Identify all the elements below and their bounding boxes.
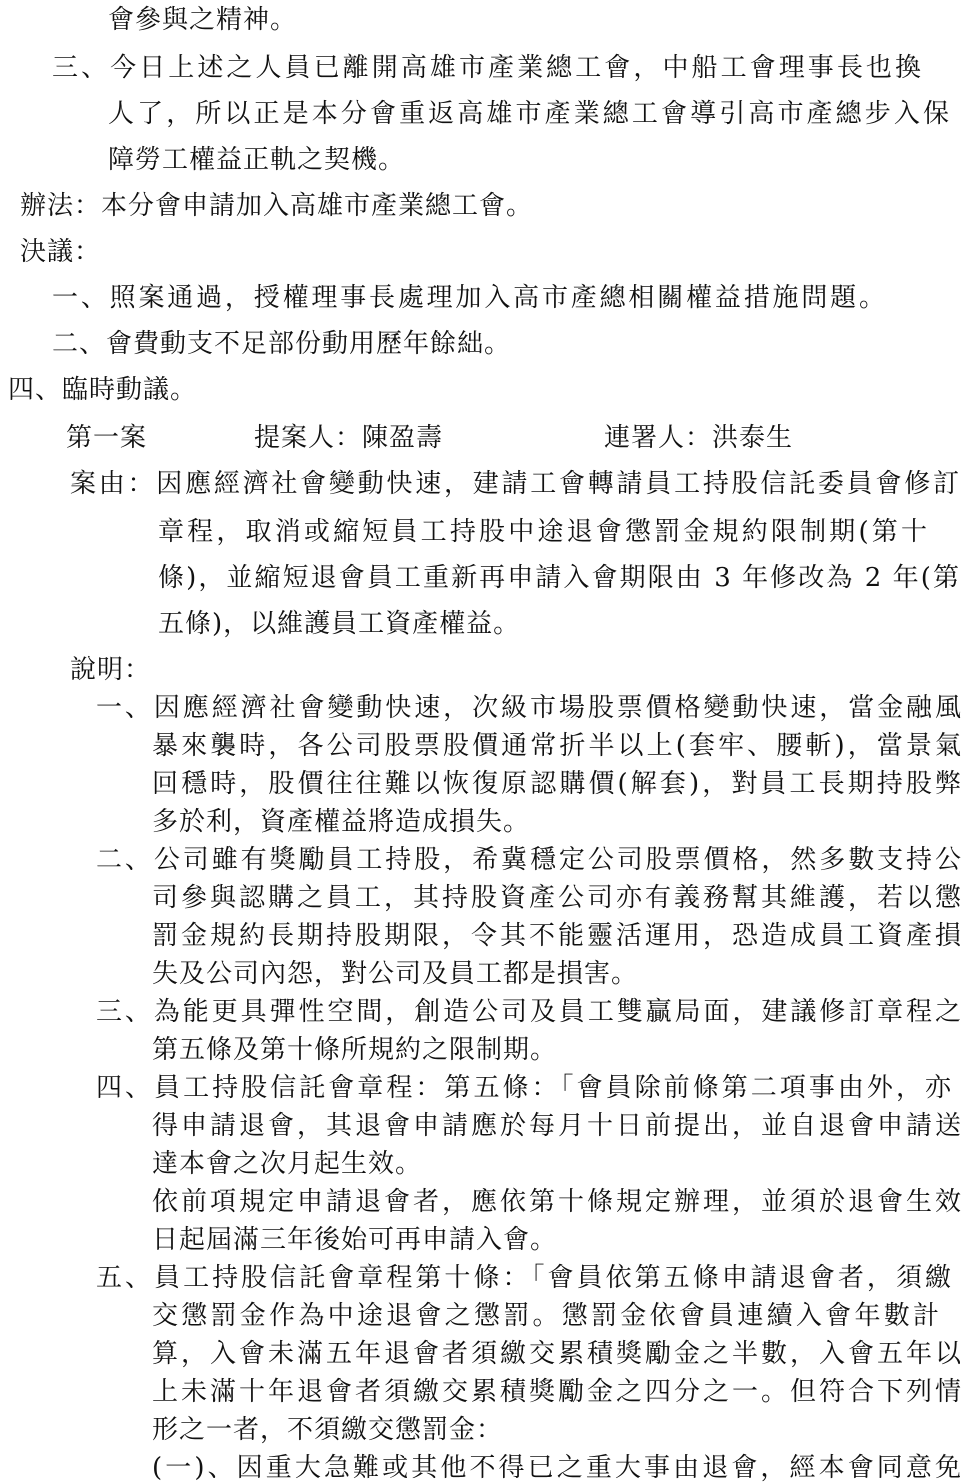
text-line: 人了，所以正是本分會重返高雄市產業總工會導引高市產總步入保	[108, 99, 950, 129]
proposer: 提案人：陳盈壽	[254, 423, 444, 453]
explain-line: 罰金規約長期持股期限，令其不能靈活運用，恐造成員工資產損	[152, 921, 962, 951]
reason-line: 章程，取消或縮短員工持股中途退會懲罰金規約限制期(第十	[158, 517, 928, 547]
explain-line: 依前項規定申請退會者，應依第十條規定辦理，並須於退會生效	[152, 1187, 962, 1217]
resolution-item: 二、會費動支不足部份動用歷年餘絀。	[52, 329, 512, 359]
explain-line: 二、公司雖有獎勵員工持股，希冀穩定公司股票價格，然多數支持公	[96, 845, 962, 875]
explain-line: 第五條及第十條所規約之限制期。	[152, 1035, 558, 1065]
explain-label: 說明：	[70, 655, 152, 685]
reason-line: 案由：因應經濟社會變動快速，建請工會轉請員工持股信託委員會修訂	[70, 469, 960, 499]
text-line: 會參與之精神。	[108, 5, 298, 35]
method-line: 辦法：本分會申請加入高雄市產業總工會。	[20, 191, 534, 221]
text-line: 三、今日上述之人員已離開高雄市產業總工會，中船工會理事長也換	[52, 53, 922, 83]
explain-line: 交懲罰金作為中途退會之懲罰。懲罰金依會員連續入會年數計	[152, 1301, 940, 1331]
reason-line: 條)，並縮短退會員工重新再申請入會期限由 3 年修改為 2 年(第	[158, 563, 960, 593]
reason-line: 五條)，以維護員工資產權益。	[158, 609, 521, 639]
resolution-item: 一、照案通過，授權理事長處理加入高市產總相關權益措施問題。	[52, 283, 886, 313]
explain-line: 回穩時，股價往往難以恢復原認購價(解套)，對員工長期持股弊	[152, 769, 962, 799]
explain-line: 四、員工持股信託會章程：第五條：「會員除前條第二項事由外，亦	[96, 1073, 952, 1103]
explain-line: 形之一者，不須繳交懲罰金：	[152, 1415, 504, 1445]
explain-line: 得申請退會，其退會申請應於每月十日前提出，並自退會申請送	[152, 1111, 962, 1141]
explain-line: 達本會之次月起生效。	[152, 1149, 423, 1179]
cosigner: 連署人：洪泰生	[604, 423, 794, 453]
explain-line: 失及公司內怨，對公司及員工都是損害。	[152, 959, 639, 989]
resolution-label: 決議：	[20, 237, 102, 267]
explain-line: 一、因應經濟社會變動快速，次級市場股票價格變動快速，當金融風	[96, 693, 962, 723]
explain-line: (一)、因重大急難或其他不得已之重大事由退會，經本會同意免	[152, 1453, 962, 1483]
section-heading: 四、臨時動議。	[8, 375, 198, 405]
explain-line: 暴來襲時，各公司股票股價通常折半以上(套牢、腰斬)，當景氣	[152, 731, 962, 761]
explain-line: 多於利，資產權益將造成損失。	[152, 807, 531, 837]
explain-line: 三、為能更具彈性空間，創造公司及員工雙贏局面，建議修訂章程之	[96, 997, 962, 1027]
explain-line: 算，入會未滿五年退會者須繳交累積獎勵金之半數，入會五年以	[152, 1339, 962, 1369]
case-number: 第一案	[66, 423, 148, 453]
explain-line: 司參與認購之員工，其持股資產公司亦有義務幫其維護，若以懲	[152, 883, 962, 913]
text-line: 障勞工權益正軌之契機。	[108, 145, 406, 175]
explain-line: 日起屆滿三年後始可再申請入會。	[152, 1225, 558, 1255]
explain-line: 五、員工持股信託會章程第十條：「會員依第五條申請退會者，須繳	[96, 1263, 952, 1293]
explain-line: 上未滿十年退會者須繳交累積獎勵金之四分之一。但符合下列情	[152, 1377, 962, 1407]
